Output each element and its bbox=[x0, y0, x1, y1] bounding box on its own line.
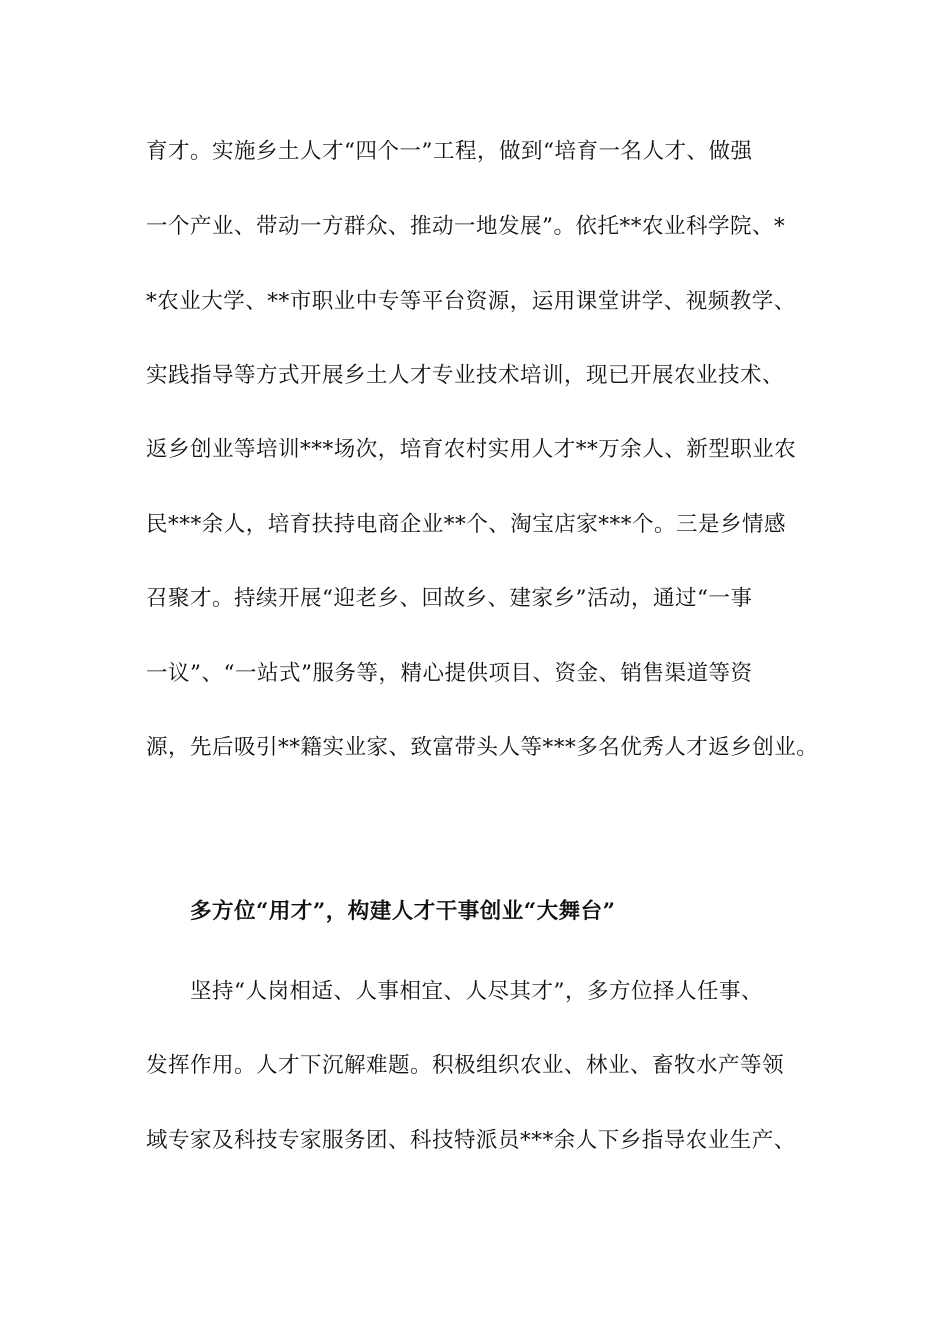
paragraph-line: 坚持“人岗相适、人事相宜、人尽其才”，多方位择人任事、 bbox=[190, 979, 763, 1004]
paragraph-line: 实践指导等方式开展乡土人才专业技术培训，现已开展农业技术、 bbox=[146, 363, 785, 388]
paragraph-line: *农业大学、**市职业中专等平台资源，运用课堂讲学、视频教学、 bbox=[146, 289, 796, 314]
paragraph-line: 育才。实施乡土人才“四个一”工程，做到“培育一名人才、做强 bbox=[146, 139, 753, 164]
paragraph-line: 域专家及科技专家服务团、科技特派员***余人下乡指导农业生产、 bbox=[146, 1128, 796, 1153]
paragraph-line: 召聚才。持续开展“迎老乡、回故乡、建家乡”活动，通过“一事 bbox=[146, 586, 753, 611]
paragraph-line: 源，先后吸引**籍实业家、致富带头人等***多名优秀人才返乡创业。 bbox=[146, 735, 819, 760]
paragraph-line: 一议”、“一站式”服务等，精心提供项目、资金、销售渠道等资 bbox=[146, 661, 753, 686]
paragraph-line: 发挥作用。人才下沉解难题。积极组织农业、林业、畜牧水产等领 bbox=[146, 1053, 785, 1078]
paragraph-line: 返乡创业等培训***场次，培育农村实用人才**万余人、新型职业农 bbox=[146, 437, 797, 462]
section-heading: 多方位“用才”，构建人才干事创业“大舞台” bbox=[190, 899, 616, 924]
paragraph-line: 一个产业、带动一方群众、推动一地发展”。依托**农业科学院、* bbox=[146, 214, 786, 239]
paragraph-line: 民***余人，培育扶持电商企业**个、淘宝店家***个。三是乡情感 bbox=[146, 512, 787, 537]
